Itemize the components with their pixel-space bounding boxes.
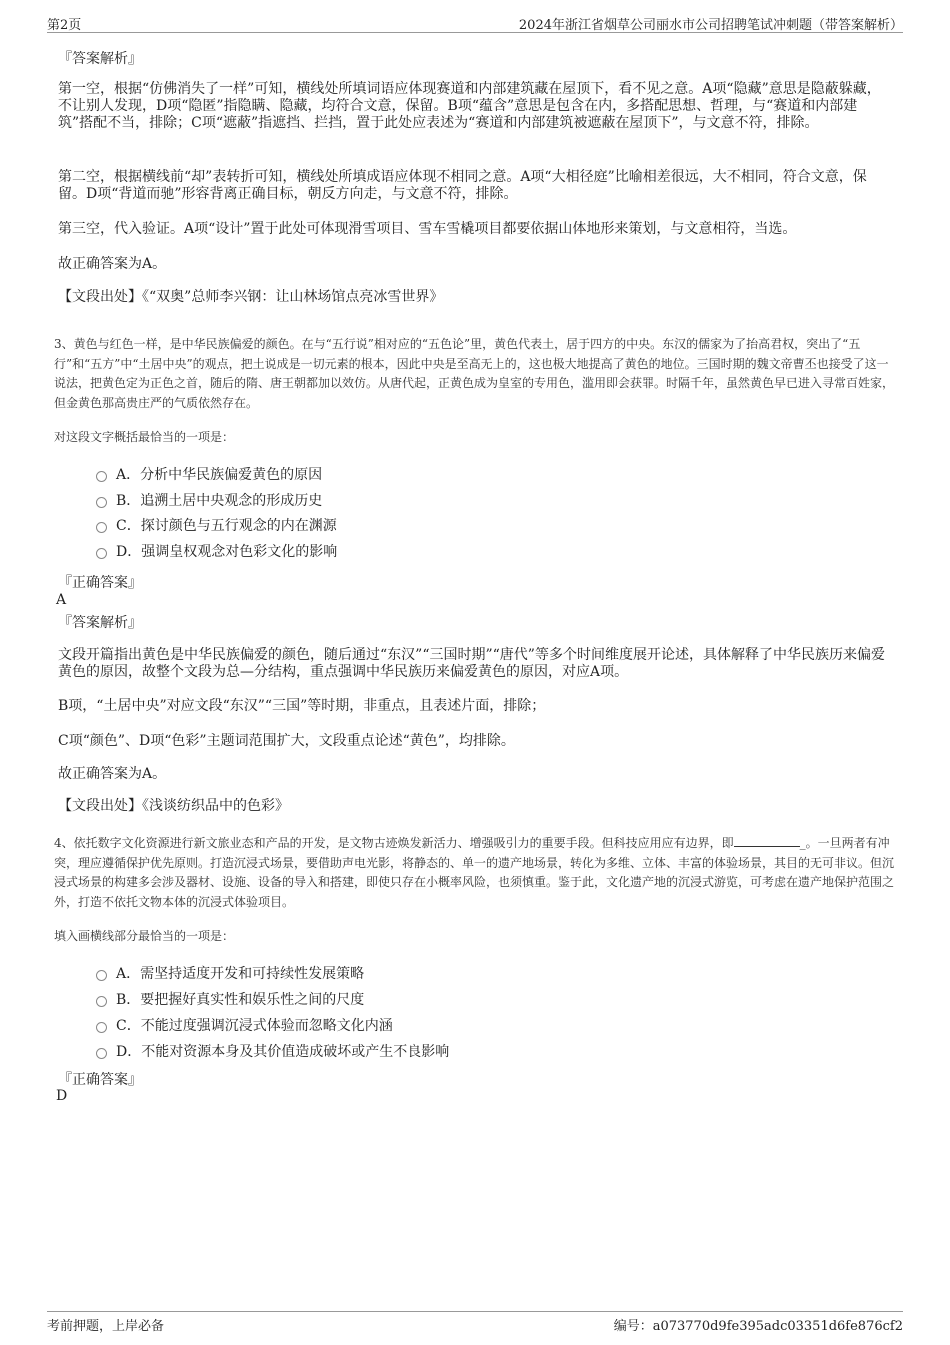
answer-conclusion: 故正确答案为A。 [58, 766, 167, 782]
fill-blank [734, 835, 800, 847]
radio-icon[interactable] [96, 471, 107, 482]
stem-part-2: _。一旦两者有冲突，理应遵循保护优先原则。打造沉浸式场景，要借助声电光影，将静态的、单一的遗产地场景，转化为多维、立体、丰富的体验场景，其目的无可非议。但沉浸式场景的构建多会涉及器材、设施、设备的导入和搭建，即使只存在小概率风险，也须慎重。鉴于此，文化遗产地的沉浸式游览，可考虑在遗产地保护范围之外，打造不依托文物本体的沉浸式体验项目。 [54, 836, 895, 909]
q3-option-c[interactable] [96, 515, 337, 535]
stem-part-1: 4、依托数字文化资源进行新文旅业态和产品的开发，是文物古迹焕发新活力、增强吸引力的重要手段。但科技应用应有边界，即 [54, 836, 734, 850]
analysis-label: 『答案解析』 [58, 615, 142, 631]
q4-option-a[interactable] [96, 963, 364, 983]
option-label: D．强调皇权观念对色彩文化的影响 [116, 544, 338, 560]
radio-icon[interactable] [96, 970, 107, 981]
radio-icon[interactable] [96, 497, 107, 508]
q3-option-a[interactable] [96, 464, 322, 484]
correct-answer-label: 『正确答案』 [58, 575, 142, 591]
option-label: A．分析中华民族偏爱黄色的原因 [116, 467, 323, 483]
option-label: C．探讨颜色与五行观念的内在渊源 [116, 518, 337, 534]
correct-answer-label: 『正确答案』 [58, 1072, 142, 1088]
option-label: C．不能过度强调沉浸式体验而忽略文化内涵 [116, 1018, 393, 1034]
source-citation: 【文段出处】《“双奥”总师李兴钢：让山林场馆点亮冰雪世界》 [58, 289, 444, 305]
option-label: D．不能对资源本身及其价值造成破坏或产生不良影响 [116, 1044, 450, 1060]
q4-option-c[interactable] [96, 1015, 393, 1035]
radio-icon[interactable] [96, 522, 107, 533]
source-citation: 【文段出处】《浅谈纺织品中的色彩》 [58, 798, 289, 814]
radio-icon[interactable] [96, 548, 107, 559]
q3-option-b[interactable] [96, 490, 322, 510]
option-label: B．追溯土居中央观念的形成历史 [116, 493, 323, 509]
analysis-paragraph-3: 第三空，代入验证。A项“设计”置于此处可体现滑雪项目、雪车雪橇项目都要依据山体地形来策划，与文意相符，当选。 [58, 221, 797, 237]
correct-answer: A [56, 592, 67, 608]
radio-icon[interactable] [96, 1022, 107, 1033]
analysis-paragraph-3: C项“颜色”、D项“色彩”主题词范围扩大，文段重点论述“黄色”，均排除。 [58, 733, 515, 749]
radio-icon[interactable] [96, 996, 107, 1007]
page-number: 第2页 [47, 18, 82, 33]
page-footer [47, 1311, 903, 1335]
correct-answer: D [56, 1088, 68, 1104]
question-3-prompt: 对这段文字概括最恰当的一项是： [54, 430, 235, 444]
radio-icon[interactable] [96, 1048, 107, 1059]
page-header [47, 12, 903, 33]
q3-option-d[interactable] [96, 541, 337, 561]
option-label: B．要把握好真实性和娱乐性之间的尺度 [116, 992, 365, 1008]
question-4-stem [54, 834, 894, 912]
document-title: 2024年浙江省烟草公司丽水市公司招聘笔试冲刺题（带答案解析） [518, 18, 903, 33]
question-3-stem: 3、黄色与红色一样，是中华民族偏爱的颜色。在与“五行说”相对应的“五色论”里，黄色代表土，居于四方的中央。东汉的儒家为了抬高君权，突出了“五行”和“五方”中“土居中央”的观点，把土说成是一切元素的根本，因此中央是至高无上的，这也极大地提高了黄色的地位。三国时期的魏文帝曹丕也接受了这一说法，把黄色定为正色之首，随后的隋、唐王朝都加以效仿。从唐代起，正黄色成为皇室的专用色，滥用即会获罪。时隔千年，虽然黄色早已进入寻常百姓家，但金黄色那高贵庄严的气质依然存在。 [54, 337, 895, 410]
analysis-paragraph-1: 文段开篇指出黄色是中华民族偏爱的颜色，随后通过“东汉”“三国时期”“唐代”等多个时间维度展开论述，具体解释了中华民族历来偏爱黄色的原因，故整个文段为总—分结构，重点强调中华民族历来偏爱黄色的原因，对应A项。 [58, 647, 885, 680]
document-id: 编号：a073770d9fe395adc03351d6fe876cf2 [613, 1319, 903, 1334]
q4-option-b[interactable] [96, 989, 364, 1009]
q4-option-d[interactable] [96, 1041, 449, 1061]
option-label: A．需坚持适度开发和可持续性发展策略 [116, 966, 365, 982]
analysis-paragraph-2: 第二空，根据横线前“却”表转折可知，横线处所填成语应体现不相同之意。A项“大相径庭”比喻相差很远，大不相同，符合文意，保留。D项“背道而驰”形容背离正确目标，朝反方向走，与文意不符，排除。 [58, 169, 867, 202]
question-4-prompt: 填入画横线部分最恰当的一项是： [54, 929, 235, 943]
answer-conclusion: 故正确答案为A。 [58, 256, 167, 272]
analysis-paragraph-1: 第一空，根据“仿佛消失了一样”可知，横线处所填词语应体现赛道和内部建筑藏在屋顶下，看不见之意。A项“隐藏”意思是隐蔽躲藏，不让别人发现，D项“隐匿”指隐瞒、隐藏，均符合文意，保留。B项“蕴含”意思是包含在内，多搭配思想、哲理，与“赛道和内部建筑”搭配不当，排除；C项“遮蔽”指遮挡、拦挡，置于此处应表述为“赛道和内部建筑被遮蔽在屋顶下”，与文意不符，排除。 [58, 81, 881, 131]
footer-slogan: 考前押题，上岸必备 [47, 1319, 165, 1334]
analysis-paragraph-2: B项，“土居中央”对应文段“东汉”“三国”等时期，非重点，且表述片面，排除； [58, 698, 546, 714]
analysis-label: 『答案解析』 [58, 51, 142, 67]
